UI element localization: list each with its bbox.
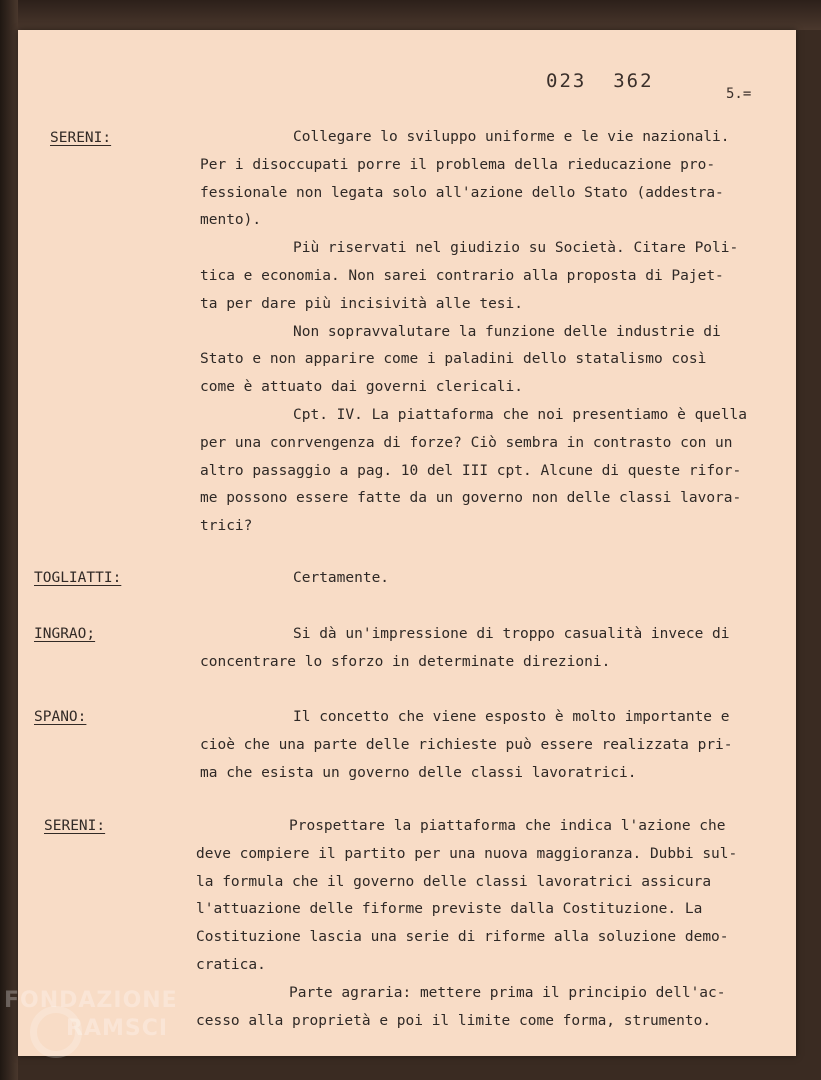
text-line: per una conrvengenza di forze? Ciò sembra in contrasto con un (200, 434, 733, 451)
text-line: Cpt. IV. La piattaforma che noi presentiamo è quella (293, 406, 747, 423)
text-line: come è attuato dai governi clericali. (200, 379, 524, 396)
speaker-label-spano: SPANO: (34, 709, 87, 725)
text-line: cioè che una parte delle richieste può essere realizzata pri- (200, 736, 733, 753)
text-line: l'attuazione delle fiforme previste dalla Costituzione. La (196, 901, 703, 918)
text-line: Prospettare la piattaforma che indica l'azione che (289, 818, 726, 834)
speaker-label-ingrao: INGRAO; (34, 626, 96, 642)
text-line: mento). (200, 212, 262, 229)
text-line: Più riservati nel giudizio su Società. Citare Poli- (293, 240, 739, 257)
text-line: Non sopravvalutare la funzione delle industrie di (293, 323, 721, 340)
watermark-line-2: RAMSCI (66, 1016, 169, 1041)
page-number: 5.= (726, 86, 752, 102)
text-line: ta per dare più incisività alle tesi. (200, 295, 524, 312)
speech-block-sereni-2 (196, 813, 737, 1035)
text-line: Parte agraria: mettere prima il principio dell'ac- (289, 984, 726, 1001)
text-line: Per i disoccupati porre il problema della rieducazione pro- (200, 156, 716, 173)
text-line: trici? (200, 518, 253, 535)
text-line: ma che esista un governo delle classi lavoratrici. (200, 764, 637, 781)
watermark-line-1: FONDAZIONE (4, 988, 178, 1013)
text-line: cratica. (196, 956, 266, 973)
text-line: concentrare lo sforzo in determinate direzioni. (200, 653, 611, 670)
text-line: Il concetto che viene esposto è molto importante e (293, 709, 730, 725)
text-line: altro passaggio a pag. 10 del III cpt. Alcune di queste rifor- (200, 462, 742, 479)
speech-block-togliatti (200, 565, 389, 593)
scan-border-left (0, 0, 18, 1080)
text-line: Costituzione lascia una serie di riforme alla soluzione demo- (196, 929, 729, 946)
scan-border-top (0, 0, 821, 30)
speech-block-sereni-1 (200, 124, 747, 541)
text-line: la formula che il governo delle classi lavoratrici assicura (196, 873, 712, 890)
text-line: fessionale non legata solo all'azione dello Stato (addestra- (200, 184, 724, 201)
text-line: Collegare lo sviluppo uniforme e le vie nazionali. (293, 129, 730, 145)
text-line: me possono essere fatte da un governo non delle classi lavora- (200, 490, 742, 507)
speaker-label-sereni: SERENI: (50, 130, 112, 146)
document-number: 023 362 (546, 70, 654, 92)
speech-block-spano (200, 704, 733, 787)
text-line: Certamente. (293, 570, 390, 586)
speaker-label-sereni: SERENI: (44, 818, 106, 834)
text-line: Stato e non apparire come i paladini dello statalismo così (200, 351, 707, 368)
speaker-label-togliatti: TOGLIATTI: (34, 570, 122, 586)
text-line: tica e economia. Non sarei contrario alla proposta di Pajet- (200, 267, 724, 284)
text-line: cesso alla proprietà e poi il limite come forma, strumento. (196, 1012, 712, 1029)
speech-block-ingrao (200, 621, 730, 677)
text-line: Si dà un'impressione di troppo casualità invece di (293, 626, 730, 642)
text-line: deve compiere il partito per una nuova maggioranza. Dubbi sul- (196, 845, 738, 862)
